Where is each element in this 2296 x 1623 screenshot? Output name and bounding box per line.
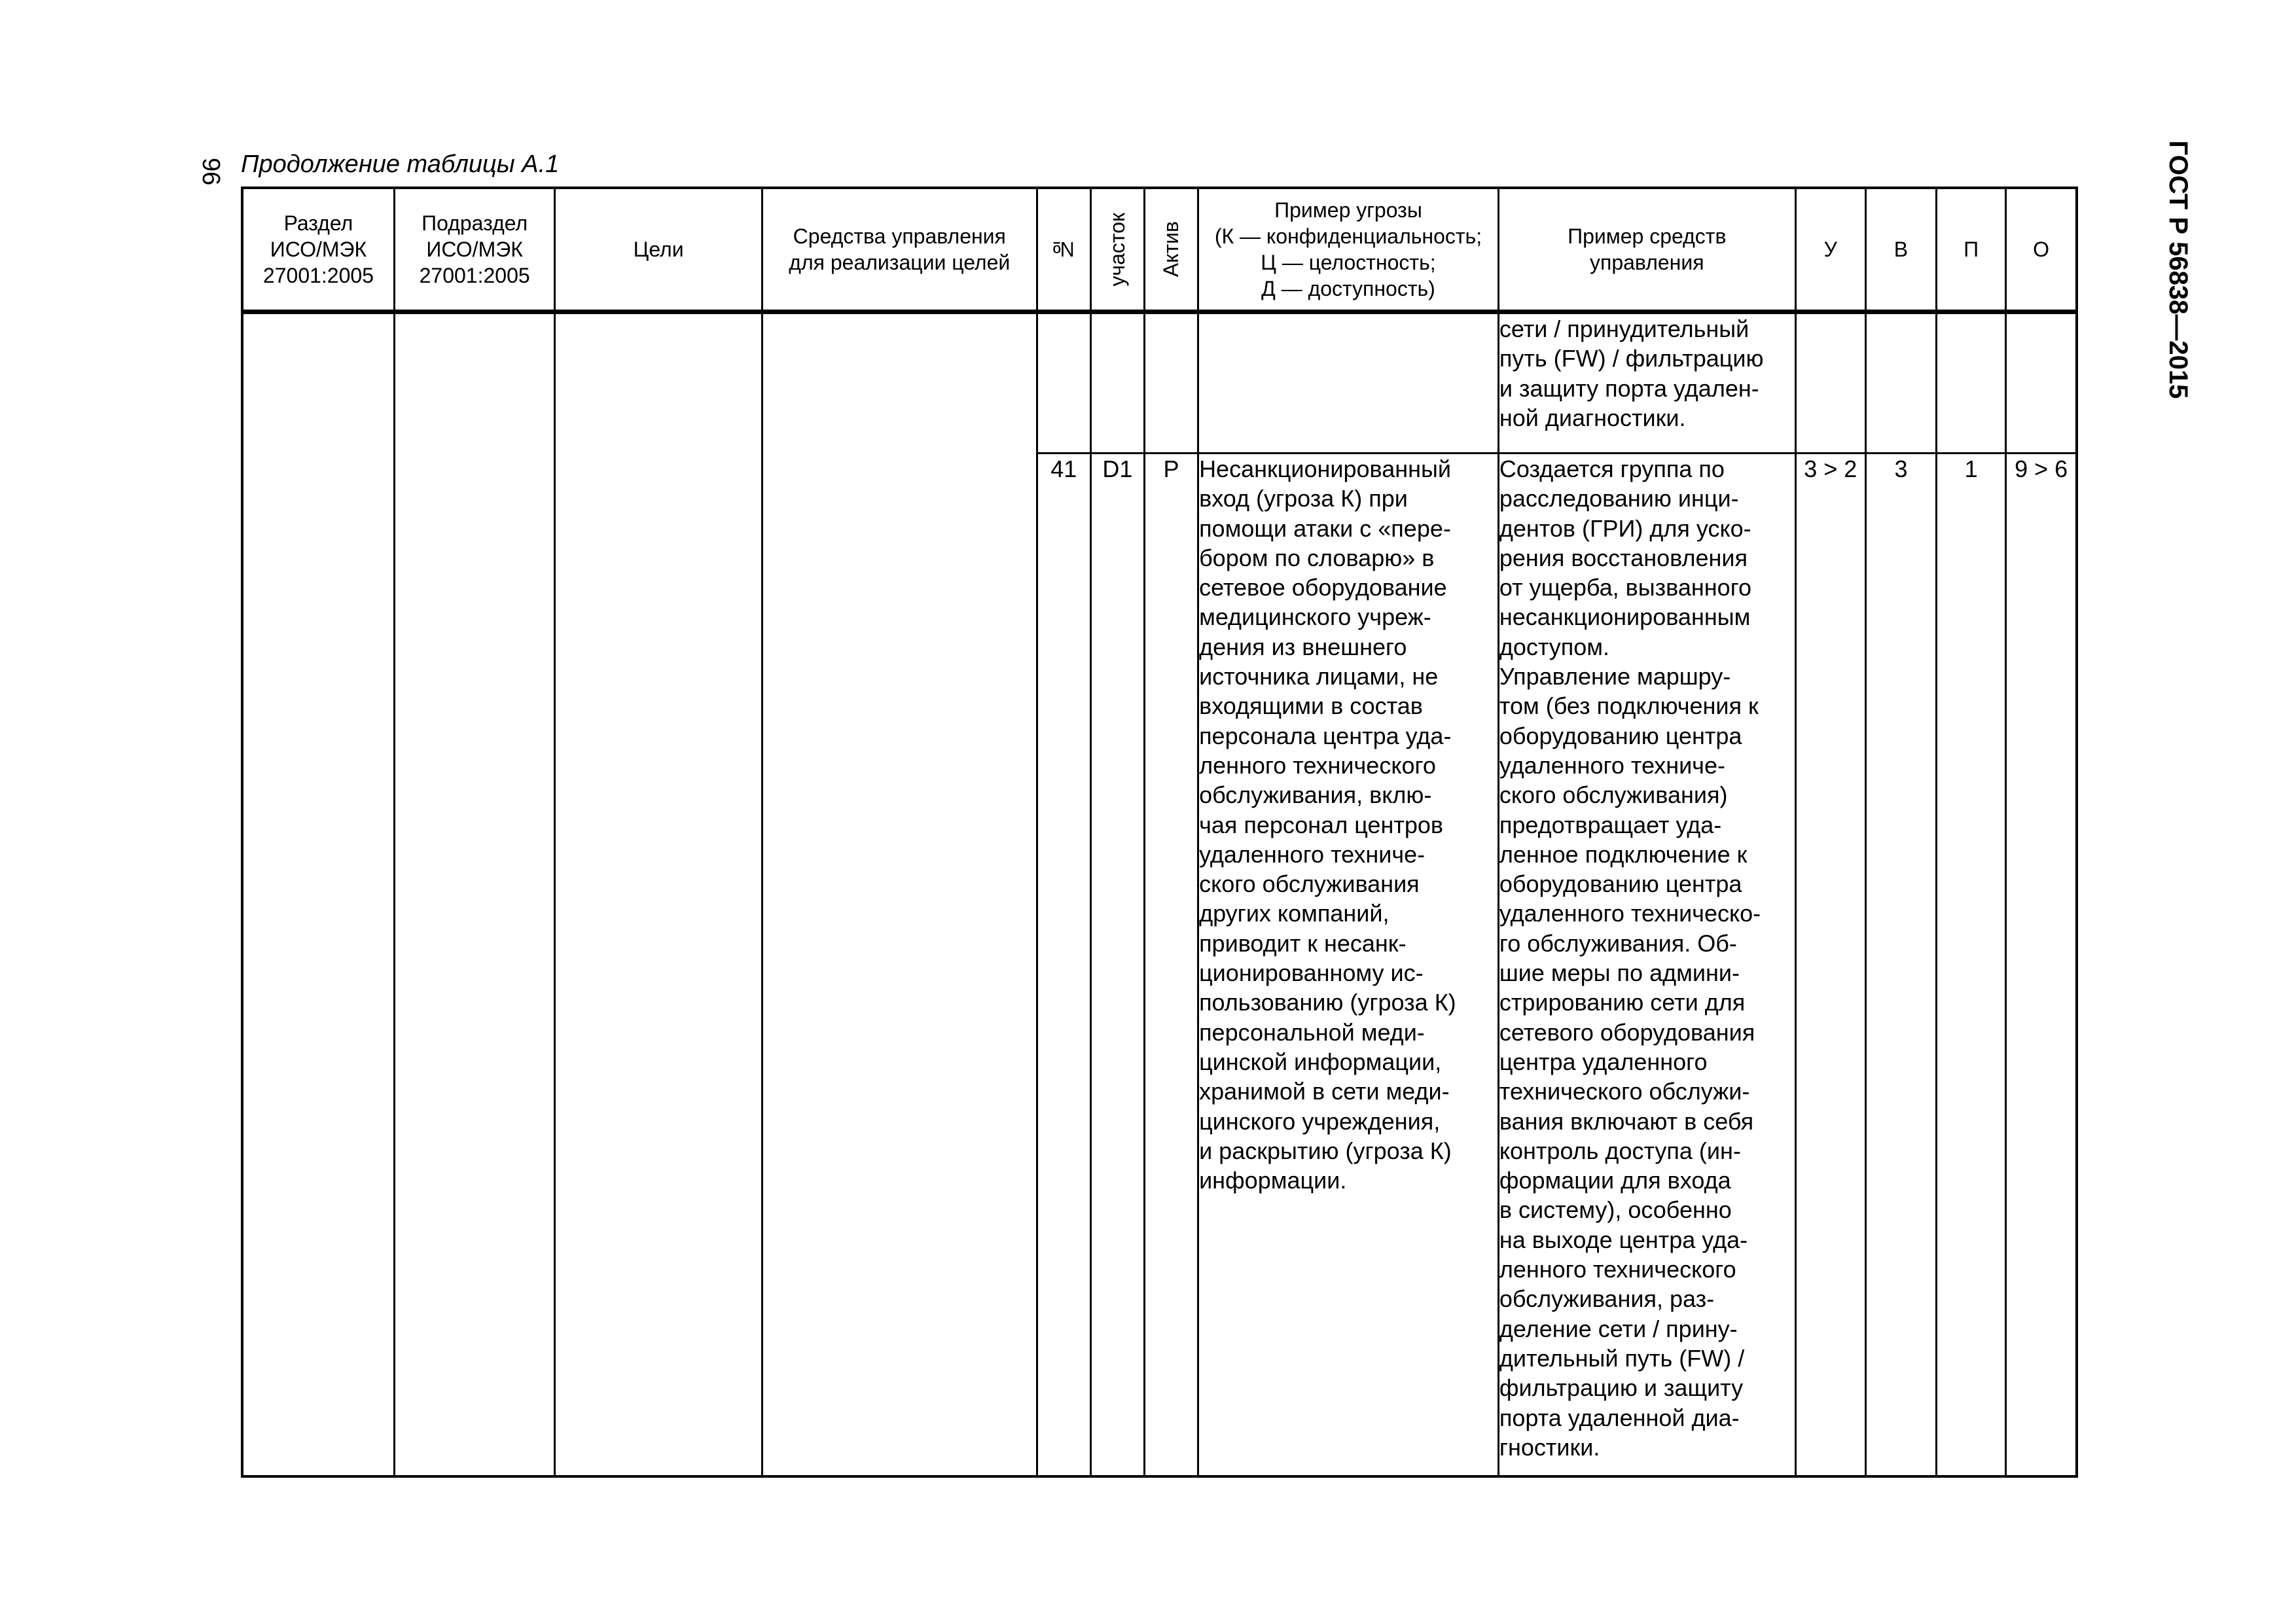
page-number: 96 <box>197 158 224 186</box>
header-threat-example: Пример угрозы (К — конфиденциальность; Ц — целостность; Д — доступность) <box>1198 188 1499 312</box>
cell-o <box>2006 312 2077 454</box>
header-number: № <box>1037 188 1090 312</box>
header-control-example: Пример средств управления <box>1498 188 1795 312</box>
cell-area <box>1090 312 1144 454</box>
cell-control-example: сети / принудительный путь (FW) / фильтрацию и защиту порта удален- ной диагностики. <box>1498 312 1795 454</box>
cell-u: 3 > 2 <box>1795 454 1865 1477</box>
header-u: У <box>1795 188 1865 312</box>
table-header-row <box>242 188 2077 312</box>
cell-p <box>1937 312 2006 454</box>
header-asset: Актив <box>1144 188 1198 312</box>
cell-u <box>1795 312 1865 454</box>
header-goals: Цели <box>555 188 762 312</box>
cell-asset: P <box>1144 454 1198 1477</box>
table-continuation-label: Продолжение таблицы А.1 <box>241 151 560 178</box>
cell-threat-example: Несанкционированный вход (угроза К) при помощи атаки с «пере- бором по словарю» в сетевое оборудование медицинского учреж- дения из внешнего источника лицами, не входящими в состав персонала центра уда- ленного технического обслуживания, вклю- чая персонал центров удаленного техниче- ского обслуживания других компаний, приводит к несанк- ционированному ис- пользованию (угроза К) персональной меди- цинской информации, хранимой в сети меди- цинского учреждения, и раскрытию (угроза К) информации. <box>1198 454 1499 1477</box>
cell-threat-example <box>1198 312 1499 454</box>
header-o: О <box>2006 188 2077 312</box>
cell-controls <box>762 312 1037 1477</box>
cell-subsection <box>394 312 554 1477</box>
cell-number: 41 <box>1037 454 1090 1477</box>
cell-number <box>1037 312 1090 454</box>
header-p: П <box>1937 188 2006 312</box>
document-code: ГОСТ Р 56838—2015 <box>2164 140 2193 399</box>
table-row <box>242 312 2077 454</box>
cell-v <box>1865 312 1936 454</box>
cell-o: 9 > 6 <box>2006 454 2077 1477</box>
cell-p: 1 <box>1937 454 2006 1477</box>
header-v: В <box>1865 188 1936 312</box>
cell-goals <box>555 312 762 1477</box>
header-area: участок <box>1090 188 1144 312</box>
cell-control-example: Создается группа по расследованию инци- дентов (ГРИ) для уско- рения восстановления от ущерба, вызванного несанкционированным доступом. Управление маршру- том (без подключения к оборудованию центра удаленного техниче- ского обслуживания) предотвращает уда- ленное подключение к оборудованию центра удаленного техническо- го обслуживания. Об- шие меры по админи- стрированию сети для сетевого оборудования центра удаленного технического обслужи- вания включают в себя контроль доступа (ин- формации для входа в систему), особенно на выходе центра уда- ленного технического обслуживания, раз- деление сети / прину- дительный путь (FW) / фильтрацию и защиту порта удаленной диа- гностики. <box>1498 454 1795 1477</box>
cell-asset <box>1144 312 1198 454</box>
header-section: Раздел ИСО/МЭК 27001:2005 <box>242 188 394 312</box>
cell-area: D1 <box>1090 454 1144 1477</box>
header-controls: Средства управления для реализации целей <box>762 188 1037 312</box>
risk-table <box>241 187 2078 1478</box>
header-subsection: Подраздел ИСО/МЭК 27001:2005 <box>394 188 554 312</box>
cell-section <box>242 312 394 1477</box>
cell-v: 3 <box>1865 454 1936 1477</box>
